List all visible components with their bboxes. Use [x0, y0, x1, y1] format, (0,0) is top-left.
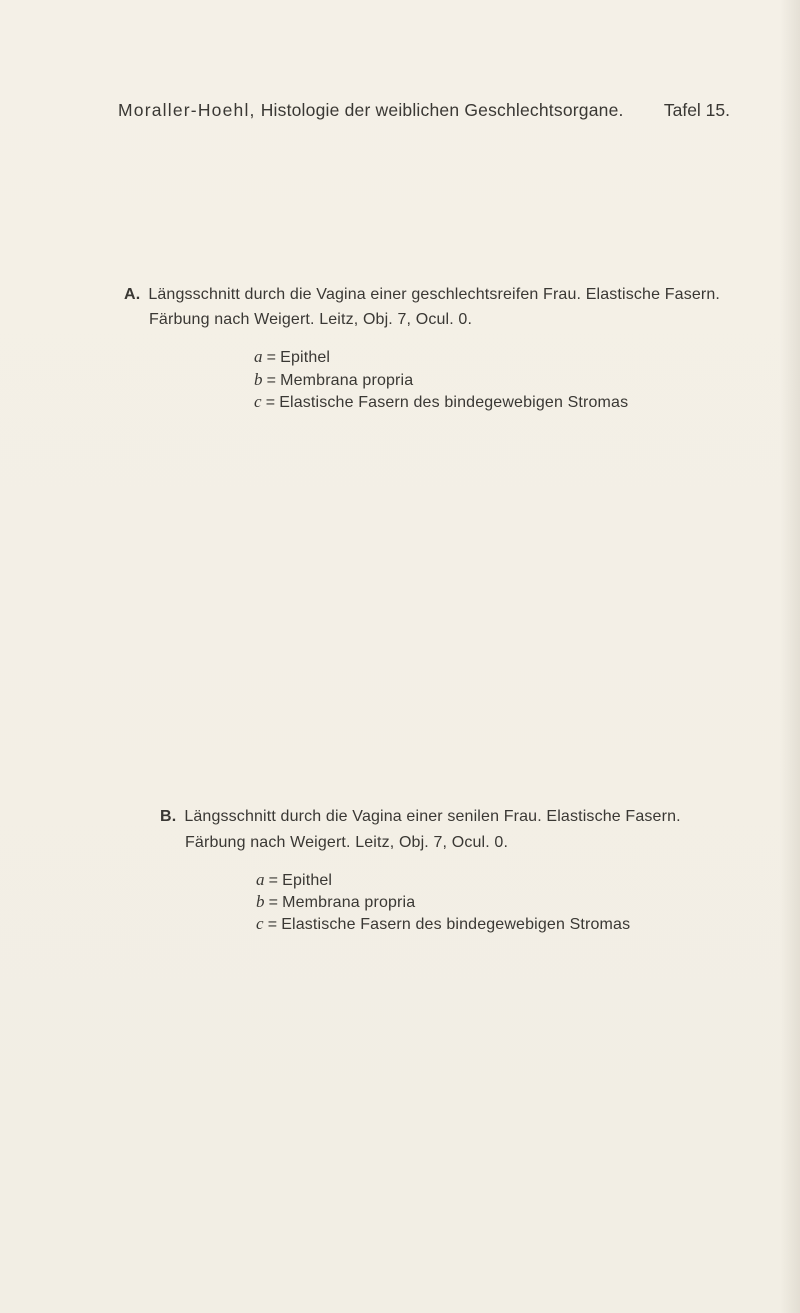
caption-b-letter: B. [160, 808, 177, 825]
caption-a-text2: Färbung nach Weigert. Leitz, Obj. 7, Ocul. 0. [149, 311, 473, 328]
legend-b-eq-b: = [268, 894, 279, 911]
legend-b-item [256, 870, 332, 890]
caption-a-line2 [149, 311, 472, 329]
legend-b-key-b: b [256, 892, 265, 911]
legend-a-key-b: b [254, 370, 263, 389]
legend-a-text-a: Epithel [280, 349, 331, 366]
legend-a-key-c: c [254, 392, 262, 411]
legend-b-text-a: Epithel [282, 872, 333, 889]
legend-b-eq-c: = [267, 916, 278, 933]
caption-b-line2 [185, 834, 508, 852]
legend-a-item [254, 347, 330, 367]
legend-b-text-b: Membrana propria [282, 894, 416, 911]
header-author: Moraller-Hoehl, [118, 100, 256, 120]
running-header [118, 100, 730, 124]
caption-a-line1 [124, 286, 720, 304]
plate-number: Tafel 15. [663, 100, 730, 120]
legend-a-eq-c: = [265, 394, 276, 411]
caption-b-text1: Längsschnitt durch die Vagina einer senilen Frau. Elastische Fasern. [184, 808, 681, 825]
legend-b-key-c: c [256, 914, 264, 933]
header-title: Histologie der weiblichen Geschlechtsorgane. [260, 100, 624, 120]
legend-a-key-a: a [254, 347, 263, 366]
legend-a-item [254, 370, 413, 390]
legend-a-eq-b: = [266, 372, 277, 389]
caption-b-text2: Färbung nach Weigert. Leitz, Obj. 7, Ocul. 0. [185, 834, 509, 851]
legend-b-item [256, 914, 630, 934]
legend-a-text-b: Membrana propria [280, 372, 414, 389]
legend-b-eq-a: = [268, 872, 279, 889]
legend-a-item [254, 392, 628, 412]
caption-a-letter: A. [124, 286, 141, 303]
legend-b-key-a: a [256, 870, 265, 889]
legend-a-text-c: Elastische Fasern des bindegewebigen Stromas [279, 394, 629, 411]
legend-b-item [256, 892, 415, 912]
legend-b-text-c: Elastische Fasern des bindegewebigen Stromas [281, 916, 631, 933]
caption-b-line1 [160, 808, 681, 826]
caption-a-text1: Längsschnitt durch die Vagina einer geschlechtsreifen Frau. Elastische Fasern. [148, 286, 721, 303]
header-author-title [118, 100, 624, 121]
legend-a-eq-a: = [266, 349, 277, 366]
